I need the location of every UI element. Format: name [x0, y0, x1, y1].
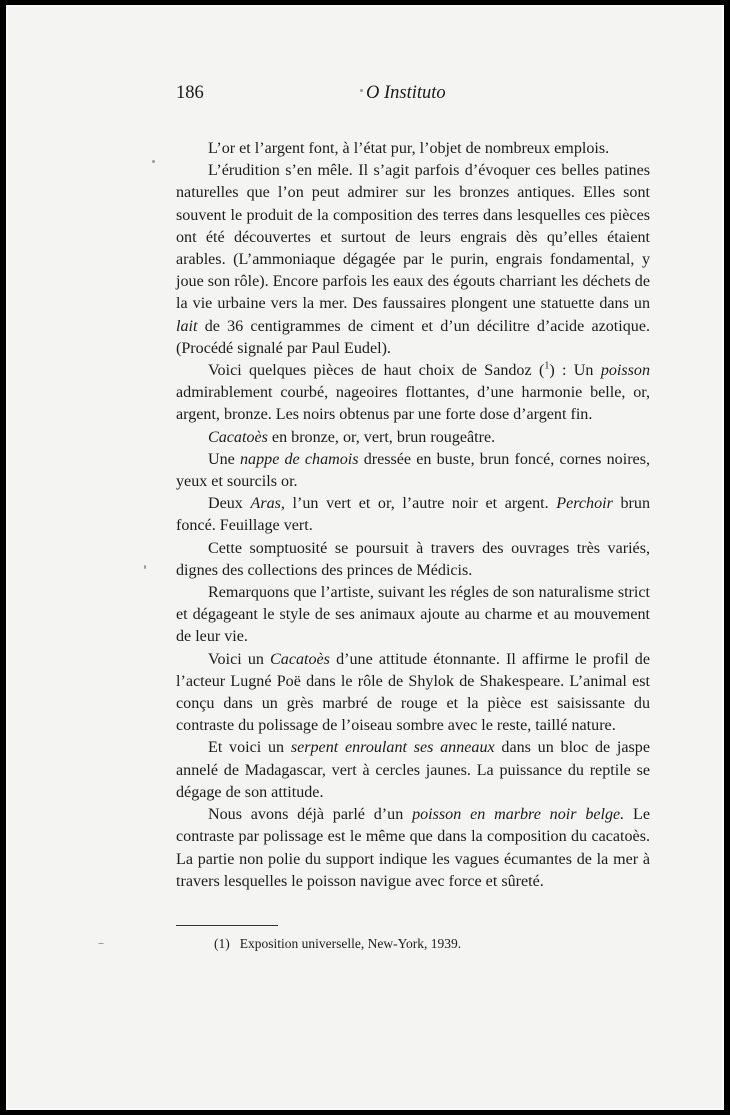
- paragraph-p1: [176, 138, 650, 160]
- paper-speck: [144, 565, 146, 569]
- text-run: L’érudition s’en mêle. Il s’agit parfois d’évoquer ces belles patines naturelles que l’on peut admirer sur les bronzes antiques. Elles sont souvent le produit de la composition des terres dans lesquelles ces pièces ont été découvertes et surtout de leurs engrais dès qu’elles étaient arables. (L’ammoniaque dégagée par le purin, engrais fondamental, y joue son rôle). Encore parfois les eaux des égouts charriant les déchets de la vie urbaine vers la mer. Des faussaires plongent une statuette dans un: [176, 162, 650, 313]
- page-number: 186: [176, 83, 204, 103]
- italic-text: poisson en marbre noir belge.: [412, 806, 625, 824]
- italic-text: Cacatoès: [270, 650, 330, 668]
- paragraph-p2: [176, 160, 650, 360]
- text-run: dressée en buste, brun foncé, cornes noires, yeux et sourcils or.: [176, 450, 650, 491]
- italic-text: nappe de chamois: [240, 450, 359, 468]
- paragraph-p5: [176, 449, 650, 493]
- italic-text: Aras,: [250, 495, 285, 513]
- text-run: en bronze, or, vert, brun rougeâtre.: [267, 428, 496, 446]
- footnote-reference: 1: [544, 360, 550, 372]
- paragraph-p3: [176, 360, 650, 427]
- text-run: Une: [208, 450, 240, 468]
- paragraph-p4: [176, 427, 650, 449]
- paper-speck: [98, 943, 104, 944]
- text-run: brun foncé. Feuillage vert.: [176, 495, 650, 535]
- text-run: Et voici un: [208, 739, 291, 757]
- text-run: Le contraste par polissage est le même que dans la composition du cacatoès. La partie non polie du support indique les vagues écumantes de la mer à travers lesquelles le poisson navigue avec force et sûreté.: [176, 806, 650, 890]
- text-run: Nous avons déjà parlé d’un: [208, 806, 413, 824]
- italic-text: Perchoir: [556, 495, 613, 513]
- italic-text: Cacatoès: [208, 428, 268, 446]
- text-run: Deux: [208, 495, 251, 513]
- footnote-rule: [176, 925, 278, 926]
- paragraph-p8: [176, 582, 650, 649]
- footnote-text: Exposition universelle, New-York, 1939.: [239, 936, 462, 951]
- running-title: O Instituto: [366, 83, 446, 103]
- document-page: [6, 5, 724, 1110]
- paper-speck: [152, 160, 155, 163]
- paragraph-p10: [176, 737, 650, 804]
- text-run: l’un vert et or, l’autre noir et argent.: [284, 495, 557, 513]
- text-run: admirablement courbé, nageoires flottantes, d’une harmonie belle, or, argent, bronze. Les noirs obtenus par une forte dose d’argent fin.: [176, 384, 650, 424]
- body-text: [176, 138, 650, 893]
- paragraph-p6: [176, 493, 650, 537]
- footnote: [214, 936, 461, 952]
- text-run: Cette somptuosité se poursuit à travers des ouvrages très variés, dignes des collections des princes de Médicis.: [176, 539, 650, 579]
- text-run: ) : Un: [549, 362, 601, 380]
- paper-speck: [360, 89, 363, 92]
- text-run: Voici quelques pièces de haut choix de Sandoz (: [208, 362, 545, 380]
- italic-text: serpent enroulant ses anneaux: [290, 739, 495, 757]
- text-run: dans un bloc de jaspe annelé de Madagascar, vert à cercles jaunes. La puissance du reptile se dégage de son attitude.: [176, 739, 650, 801]
- text-run: de 36 centigrammes de ciment et d’un décilitre d’acide azotique. (Procédé signalé par Paul Eudel).: [176, 317, 650, 357]
- paragraph-p11: [176, 804, 650, 893]
- italic-text: poisson: [600, 362, 650, 380]
- text-run: Remarquons que l’artiste, suivant les régles de son naturalisme strict et dégageant le style de ses animaux ajoute au charme et au mouvement de leur vie.: [176, 584, 650, 646]
- paragraph-p9: [176, 649, 650, 738]
- footnote-marker: (1): [214, 936, 230, 951]
- text-run: d’une attitude étonnante. Il affirme le profil de l’acteur Lugné Poë dans le rôle de Shylok de Shakespeare. L’animal est conçu dans un grès marbré de rouge et la pièce est saisissante du contraste du polissage de l’oiseau sombre avec le reste, taillé nature.: [176, 650, 650, 735]
- text-run: Voici un: [208, 650, 271, 668]
- text-run: L’or et l’argent font, à l’état pur, l’objet de nombreux emplois.: [208, 140, 610, 157]
- italic-text: lait: [176, 317, 198, 335]
- paragraph-p7: [176, 538, 650, 582]
